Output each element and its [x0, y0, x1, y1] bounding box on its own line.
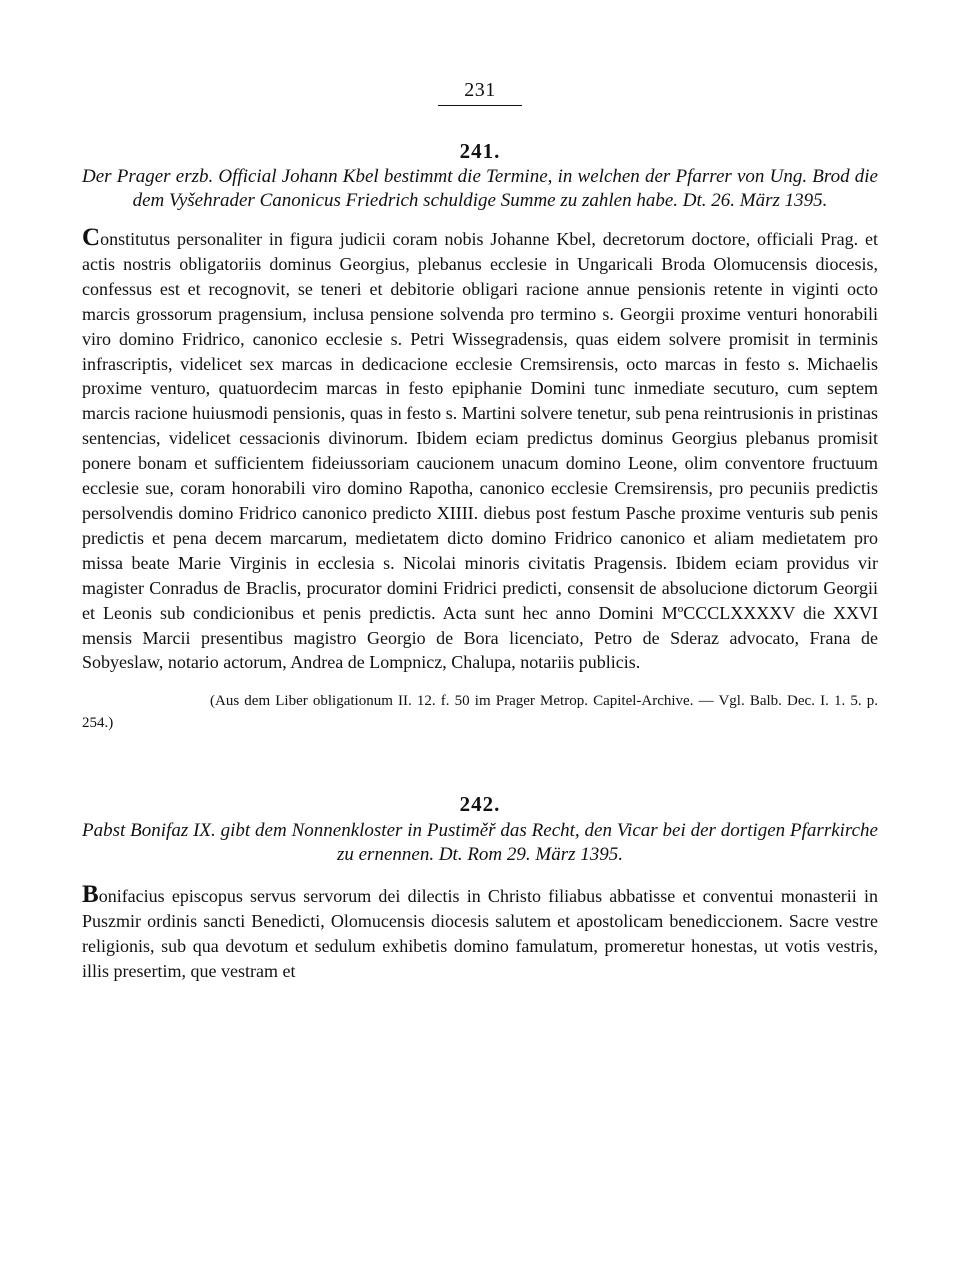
document-body: [82, 224, 878, 675]
document-number: 241.: [459, 139, 501, 163]
page-number-rule: [438, 105, 522, 106]
initial-letter: B: [82, 881, 99, 909]
document-body: [82, 881, 878, 984]
document-242: [82, 792, 878, 984]
page-number: 231: [464, 79, 496, 101]
source-note: (Aus dem Liber obligationum II. 12. f. 50 im Prager Metrop. Capitel-Archive. — Vgl. Balb. Dec. I. 1. 5. p. 254.): [82, 693, 878, 732]
document-body-text: onstitutus personaliter in figura judicii coram nobis Johanne Kbel, decretorum doctore, officiali Prag. et actis nostris obligatoriis dominus Georgius, plebanus ecclesie in Ungaricali Broda Olomucensis diocesis, confessus est et recognovit, se teneri et debitorie obligari racione annue pensionis retente in viginti octo marcis grossorum pragensium, inclusa pensione solvenda pro termino s. Georgii proxime venturi honorabili viro domino Fridrico, canonico ecclesie s. Petri Wissegradensis, quas eidem solvere promisit in terminis infrascriptis, videlicet sex marcas in dedicacione ecclesie Cremsirensis, octo marcas in festo s. Michaelis proxime venturo, quatuordecim marcas in festo epiphanie Domini tunc inmediate secuturo, cum septem marcis racione huiusmodi pensionis, quas in festo s. Martini solvere tenetur, sub pena reintrusionis in pristinas sentencias, videlicet cessacionis divinorum. Ibidem eciam predictus dominus Georgius plebanus promisit ponere bonam et sufficientem fideiussoriam caucionem unacum domino Leone, olim conventore fructuum ecclesie sue, coram honorabili viro domino Rapotha, canonico ecclesie Cremsirensis, pro pecuniis predictis persolvendis domino Fridrico canonico predicto XIIII. diebus post festum Pasche proxime venturis sub penis predictis et pena decem marcarum, medietatem dicto domino Fridrico canonico et aliam medietatem pro missa beate Marie Virginis in ecclesia s. Nicolai minoris civitatis Pragensis. Ibidem eciam providus vir magister Conradus de Braclis, procurator domini Fridrici predicti, consensit de absolucione dictorum Georgii et Leonis sub condicionibus et penis predictis. Acta sunt hec anno Domini MºCCCLXXXXV die XXVI mensis Marcii presentibus magistro Georgio de Bora licenciato, Petro de Sderaz advocato, Frana de Sobyeslaw, notario actorum, Andrea de Lompnicz, Chalupa, notariis publicis.: [82, 229, 878, 673]
document-number: 242.: [459, 792, 501, 817]
book-page: [82, 78, 878, 984]
document-body-text: onifacius episcopus servus servorum dei dilectis in Christo filiabus abbatisse et conventui monasterii in Puszmir ordinis sancti Benedicti, Olomucensis diocesis salutem et apostolicam benediccionem. Sacre vestre religionis, sub qua devotum et sedulum exhibetis domino famulatum, promeretur honestas, ut votis vestris, illis presertim, que vestram et: [82, 886, 878, 982]
document-regest: Pabst Bonifaz IX. gibt dem Nonnenkloster in Pustiměř das Recht, den Vicar bei der dortigen Pfarrkirche zu ernennen. Dt. Rom 29. März 1395.: [82, 820, 878, 866]
initial-letter: C: [82, 224, 101, 251]
document-regest: Der Prager erzb. Official Johann Kbel bestimmt die Termine, in welchen der Pfarrer von Ung. Brod die dem Vyšehrader Canonicus Friedrich schuldige Summe zu zahlen habe. Dt. 26. März 1395.: [82, 166, 878, 211]
document-241: [82, 139, 878, 734]
